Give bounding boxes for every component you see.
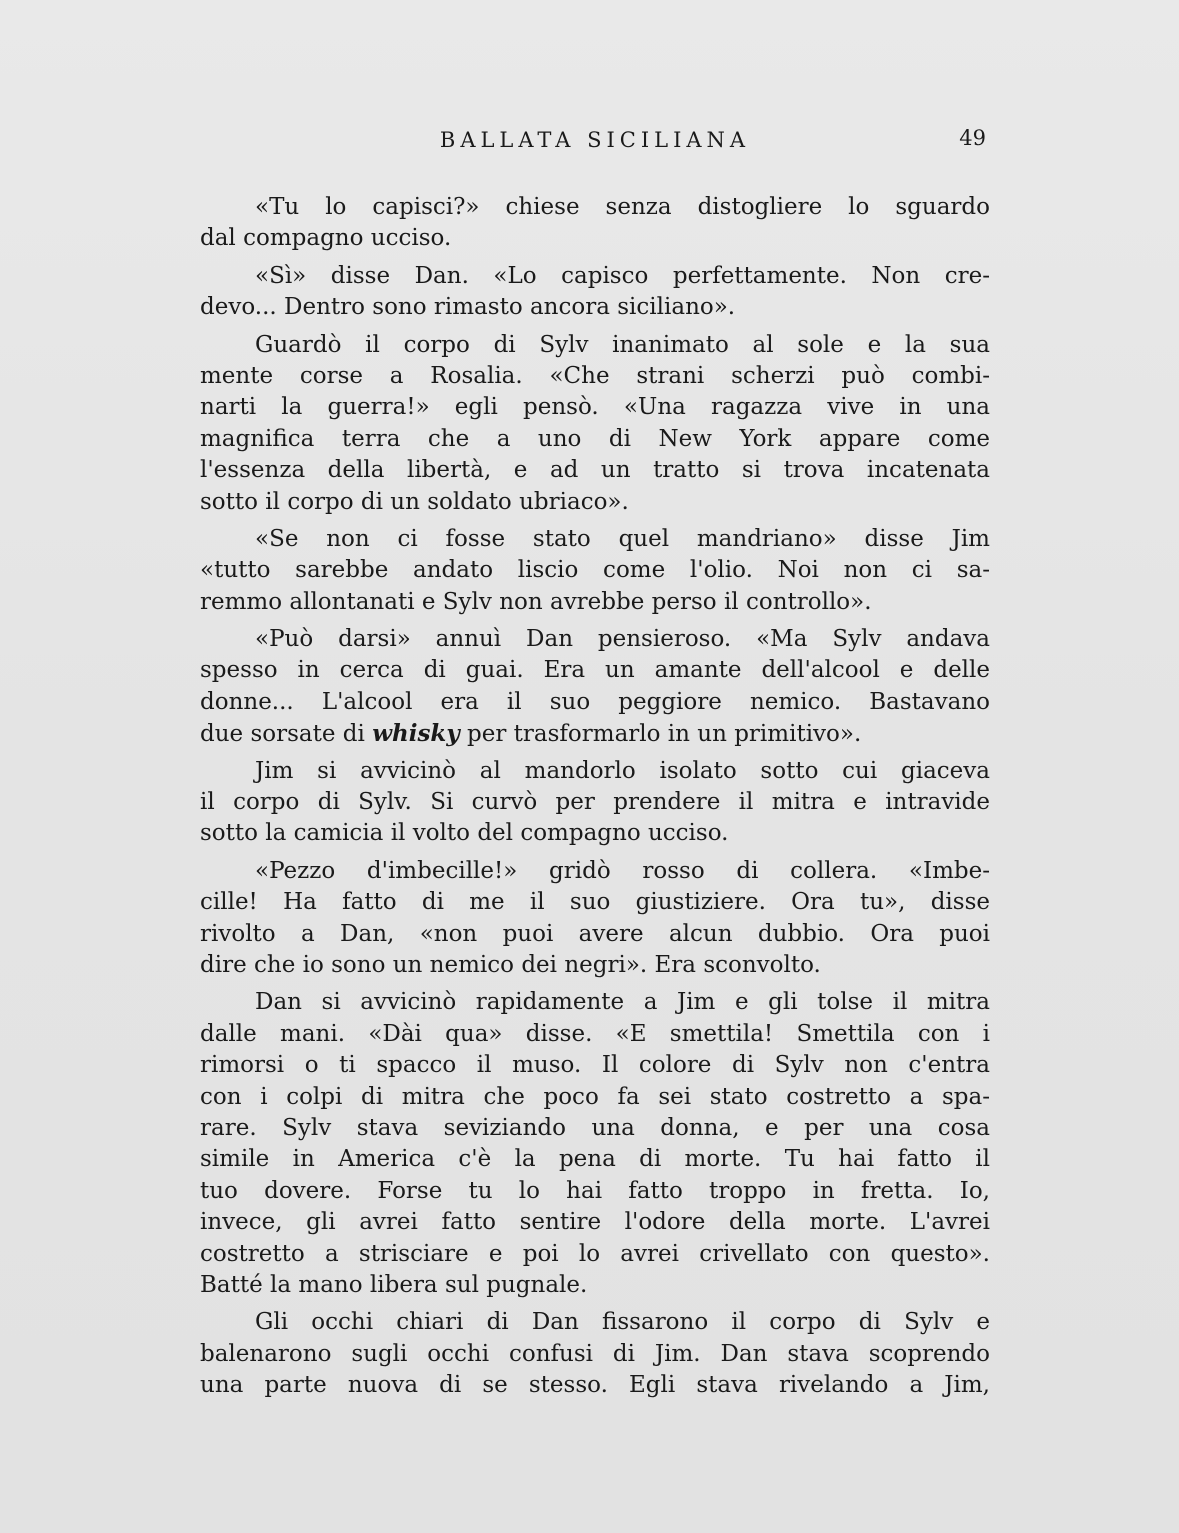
- text-line: donne... L'alcool era il suo peggiore nemico. Bastavano: [200, 688, 990, 715]
- text-segment: per trasformarlo in un primitivo».: [459, 721, 862, 748]
- paragraph: [200, 330, 990, 518]
- text-line: devo... Dentro sono rimasto ancora siciliano».: [200, 294, 736, 321]
- paragraph: [200, 756, 990, 850]
- text-line: balenarono sugli occhi confusi di Jim. Dan stava scoprendo: [200, 1340, 990, 1367]
- text-line: una parte nuova di se stesso. Egli stava rivelando a Jim,: [200, 1372, 990, 1399]
- text-line: [200, 718, 990, 749]
- page-number: 49: [959, 126, 986, 150]
- body-text: [200, 192, 990, 1401]
- text-line: simile in America c'è la pena di morte. Tu hai fatto il: [200, 1146, 990, 1173]
- text-segment: due sorsate di: [200, 721, 373, 748]
- text-line: «tutto sarebbe andato liscio come l'olio. Noi non ci sa-: [200, 557, 990, 584]
- running-head: [200, 128, 990, 158]
- text-line: «Se non ci fosse stato quel mandriano» disse Jim: [255, 525, 990, 552]
- text-line: «Tu lo capisci?» chiese senza distogliere lo sguardo: [255, 194, 990, 220]
- text-line: l'essenza della libertà, e ad un tratto si trova incatenata: [200, 457, 990, 484]
- text-line: mente corse a Rosalia. «Che strani scherzi può combi-: [200, 362, 990, 389]
- text-line: magnifica terra che a uno di New York appare come: [200, 425, 990, 452]
- text-line: invece, gli avrei fatto sentire l'odore della morte. L'avrei: [200, 1209, 990, 1236]
- text-line: sotto la camicia il volto del compagno ucciso.: [200, 820, 729, 847]
- italic-word: whisky: [372, 720, 460, 748]
- text-line: dal compagno ucciso.: [200, 225, 452, 252]
- text-line: Batté la mano libera sul pugnale.: [200, 1271, 588, 1298]
- paragraph: [200, 624, 990, 750]
- text-line: remmo allontanati e Sylv non avrebbe perso il controllo».: [200, 588, 872, 615]
- text-line: con i colpi di mitra che poco fa sei stato costretto a spa-: [200, 1083, 990, 1110]
- text-line: Gli occhi chiari di Dan fissarono il corpo di Sylv e: [255, 1309, 990, 1336]
- text-line: rare. Sylv stava seviziando una donna, e per una cosa: [200, 1114, 990, 1141]
- paragraph: [200, 192, 990, 255]
- text-line: il corpo di Sylv. Si curvò per prendere il mitra e intravide: [200, 789, 990, 816]
- text-line: cille! Ha fatto di me il suo giustiziere. Ora tu», disse: [200, 889, 990, 916]
- text-line: «Sì» disse Dan. «Lo capisco perfettamente. Non cre-: [255, 262, 990, 289]
- text-line: Guardò il corpo di Sylv inanimato al sole e la sua: [255, 331, 990, 358]
- running-title: BALLATA SICILIANA: [439, 128, 751, 152]
- paragraph: [200, 524, 990, 618]
- text-line: Dan si avvicinò rapidamente a Jim e gli tolse il mitra: [255, 989, 990, 1016]
- text-line: Jim si avvicinò al mandorlo isolato sotto cui giaceva: [255, 757, 990, 784]
- paragraph: [200, 261, 990, 324]
- text-line: costretto a strisciare e poi lo avrei crivellato con questo».: [200, 1240, 990, 1267]
- paragraph: [200, 856, 990, 982]
- text-line: dire che io sono un nemico dei negri». Era sconvolto.: [200, 951, 821, 978]
- text-line: «Pezzo d'imbecille!» gridò rosso di collera. «Imbe-: [255, 857, 990, 884]
- text-line: spesso in cerca di guai. Era un amante dell'alcool e delle: [200, 657, 990, 684]
- paragraph: [200, 987, 990, 1301]
- text-line: rimorsi o ti spacco il muso. Il colore di Sylv non c'entra: [200, 1052, 990, 1079]
- paragraph: [200, 1307, 990, 1401]
- text-line: «Può darsi» annuì Dan pensieroso. «Ma Sylv andava: [255, 626, 990, 653]
- text-line: narti la guerra!» egli pensò. «Una ragazza vive in una: [200, 394, 990, 421]
- text-line: dalle mani. «Dài qua» disse. «E smettila! Smettila con i: [200, 1020, 990, 1047]
- text-line: rivolto a Dan, «non puoi avere alcun dubbio. Ora puoi: [200, 920, 990, 947]
- text-line: tuo dovere. Forse tu lo hai fatto troppo in fretta. Io,: [200, 1177, 990, 1204]
- text-line: sotto il corpo di un soldato ubriaco».: [200, 488, 629, 515]
